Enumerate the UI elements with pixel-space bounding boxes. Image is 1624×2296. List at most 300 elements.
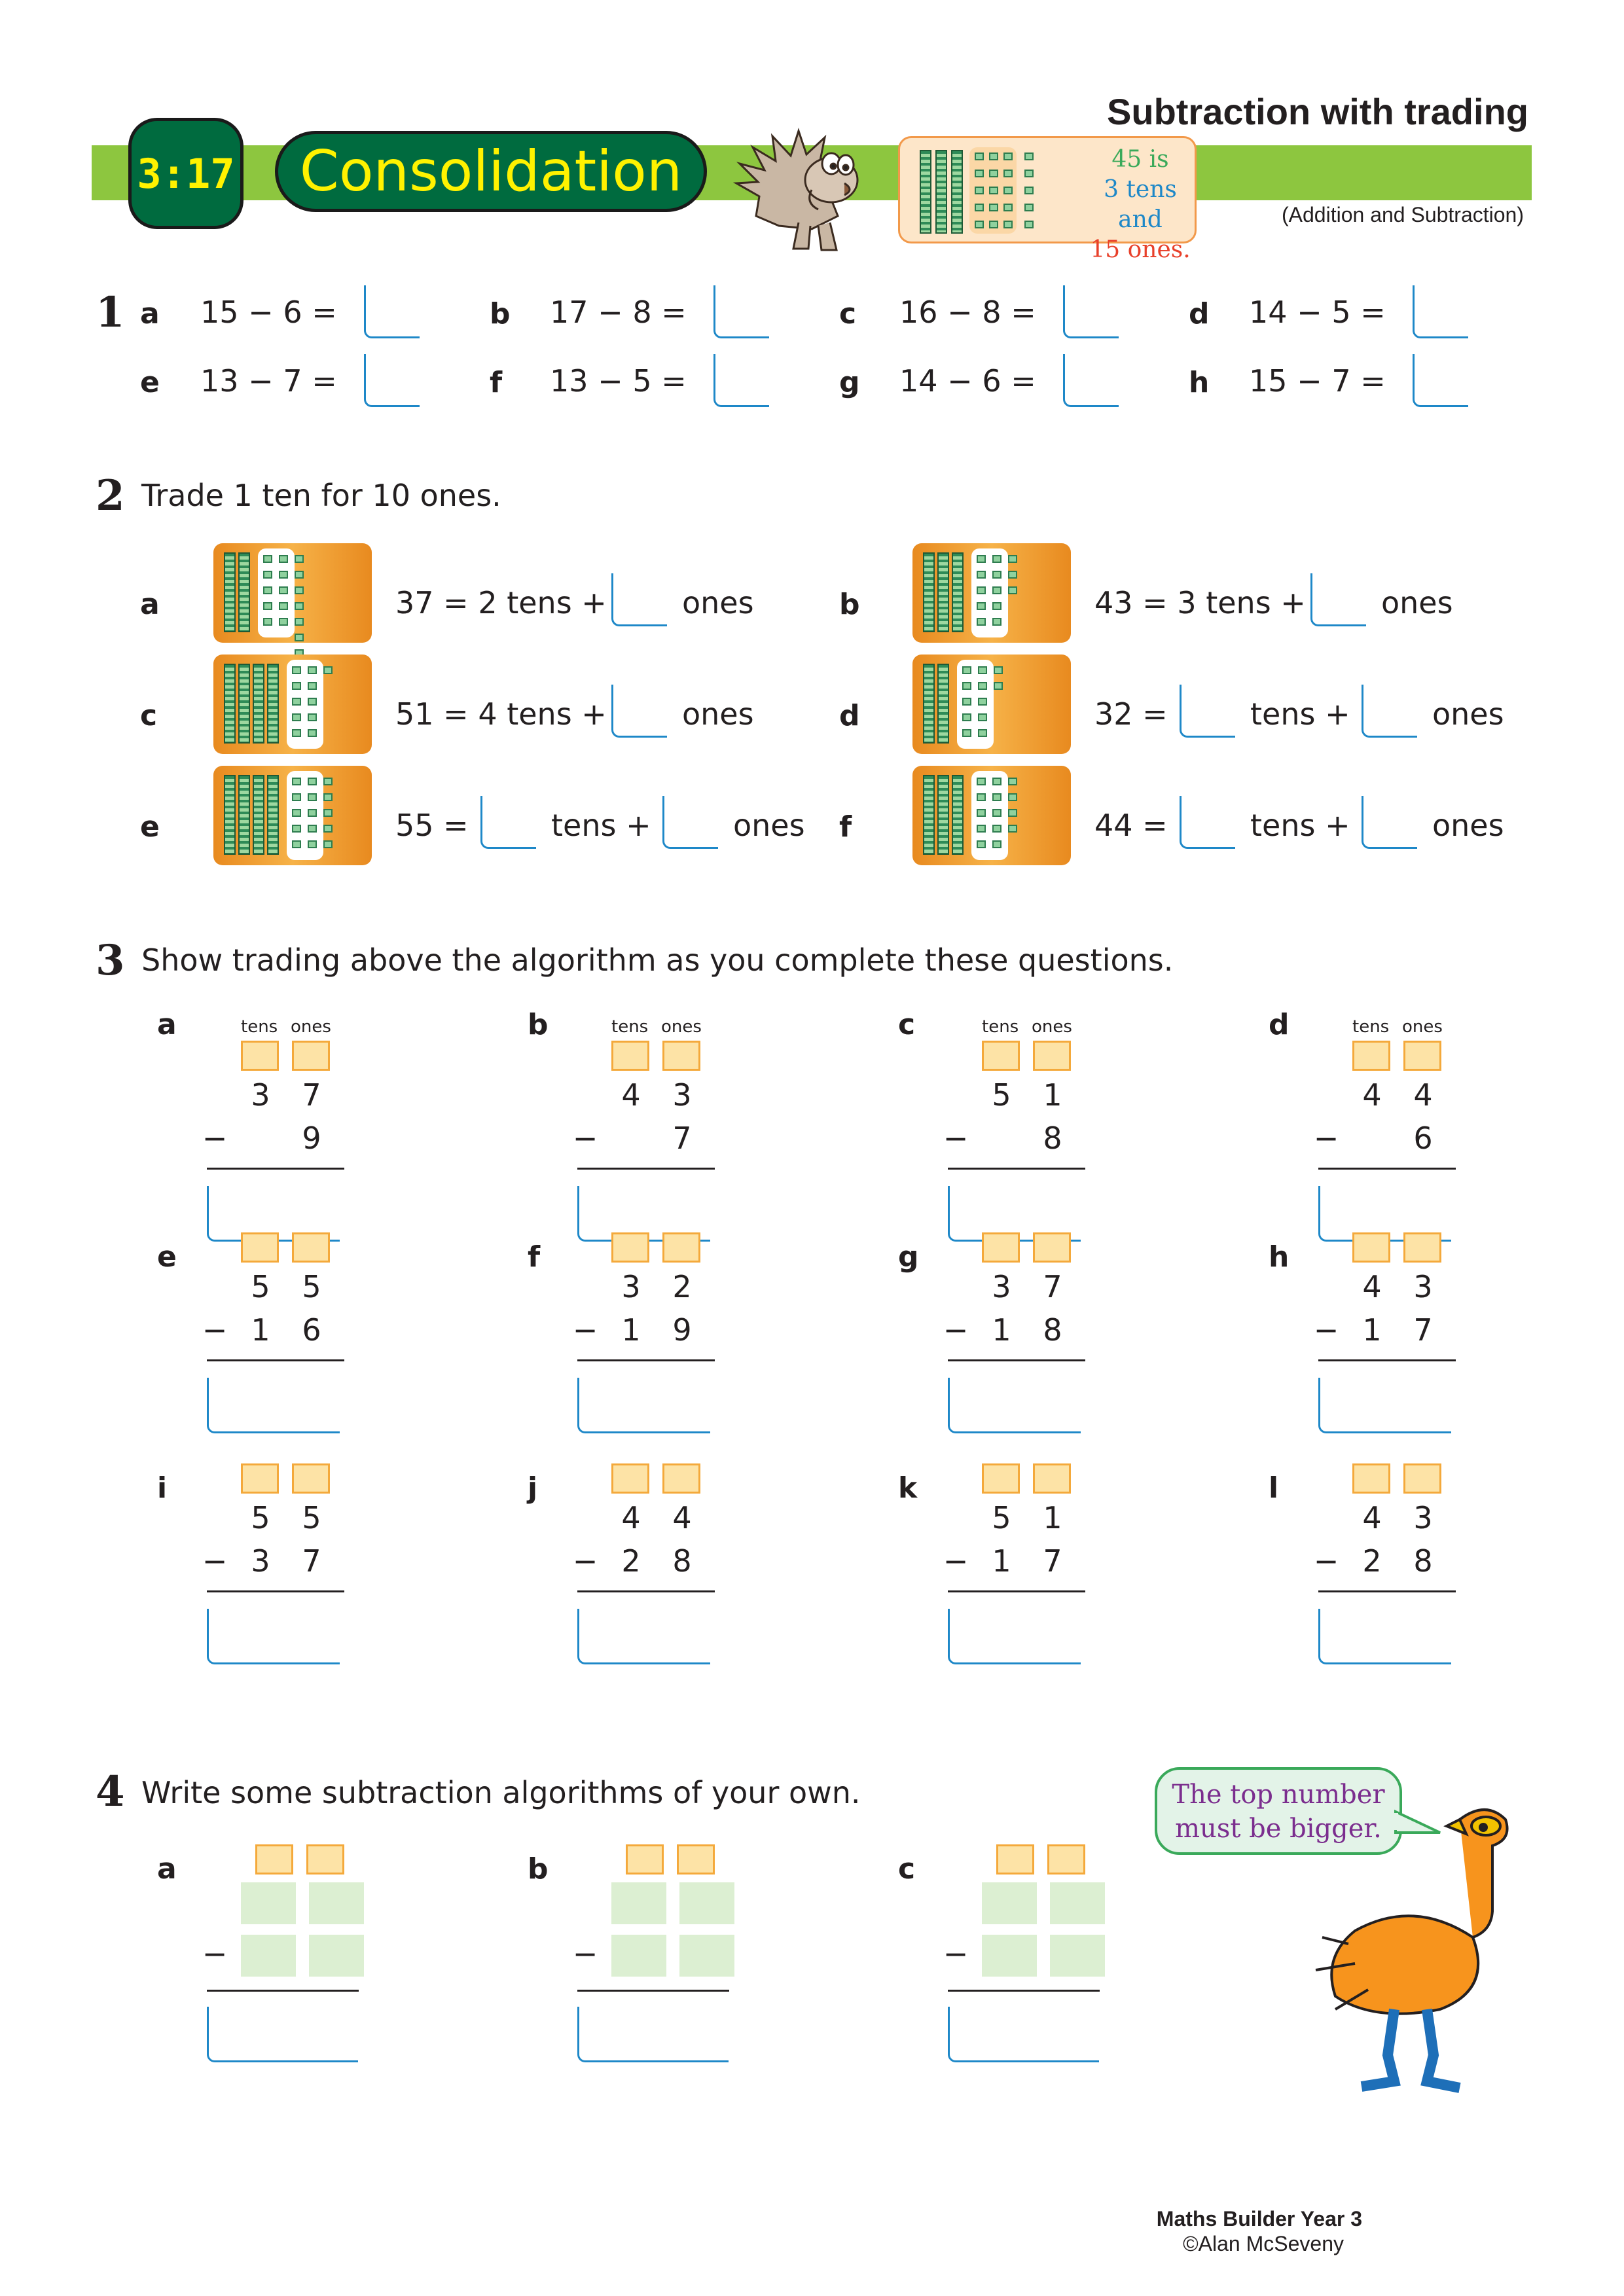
q4-answer-box[interactable]: [948, 2007, 1099, 2062]
one-cube: [992, 586, 1001, 594]
sub-tens-input[interactable]: [241, 1935, 296, 1977]
trading-box-tens[interactable]: [611, 1463, 649, 1494]
sub-ones-digit: 8: [1413, 1543, 1433, 1579]
one-cube: [1008, 825, 1017, 833]
answer-rule: [207, 1990, 359, 1992]
q1-item-label: d: [1189, 297, 1210, 331]
one-cube: [977, 618, 986, 626]
minus-sign: −: [202, 1543, 228, 1579]
one-cube: [978, 682, 987, 690]
trading-box-tens[interactable]: [611, 1041, 649, 1071]
trading-box-tens[interactable]: [1352, 1232, 1390, 1263]
trading-box-ones[interactable]: [1033, 1232, 1071, 1263]
one-cube: [978, 698, 987, 706]
trading-box-tens[interactable]: [241, 1463, 279, 1494]
q3-item-label: a: [157, 1008, 177, 1041]
one-cube: [308, 793, 317, 801]
trading-box-ones[interactable]: [292, 1232, 330, 1263]
trading-box-tens[interactable]: [611, 1232, 649, 1263]
q2-equation-middle: tens +: [1250, 808, 1350, 843]
q1-item-label: a: [140, 297, 160, 331]
trading-box-tens[interactable]: [241, 1041, 279, 1071]
top-ones-digit: 5: [302, 1269, 321, 1304]
mab-block-picture: [912, 766, 1071, 865]
top-tens-input[interactable]: [982, 1882, 1037, 1924]
top-ones-digit: 1: [1043, 1077, 1062, 1113]
footer-book-title: Maths Builder Year 3: [1156, 2207, 1362, 2231]
q2-item-label: d: [839, 699, 860, 732]
sub-ones-digit: 9: [672, 1312, 692, 1348]
q3-item-label: k: [898, 1471, 918, 1505]
top-ones-digit: 4: [672, 1500, 692, 1535]
ten-rod: [238, 552, 250, 632]
q2-equation-end: ones: [682, 696, 754, 732]
trading-box-tens[interactable]: [1352, 1041, 1390, 1071]
one-cube: [308, 825, 317, 833]
q1-answer-box[interactable]: [1413, 285, 1468, 338]
top-tens-digit: 4: [1362, 1077, 1382, 1113]
q4-answer-box[interactable]: [207, 2007, 358, 2062]
answer-rule: [1318, 1590, 1456, 1592]
sub-tens-digit: 2: [621, 1543, 641, 1579]
one-cube: [1008, 571, 1017, 579]
q2-item-label: c: [140, 699, 158, 732]
q3-item-label: c: [898, 1008, 916, 1041]
tens-column-header: tens: [241, 1017, 278, 1037]
one-cube: [323, 778, 333, 785]
question-2-instruction: Trade 1 ten for 10 ones.: [141, 478, 501, 513]
one-cube: [308, 778, 317, 785]
one-cube: [308, 729, 317, 737]
top-tens-digit: 5: [992, 1077, 1011, 1113]
q2-equation-start: 44 =: [1094, 808, 1168, 843]
minus-sign: −: [943, 1121, 969, 1156]
q3-item-label: e: [157, 1240, 177, 1274]
ten-rod: [952, 552, 964, 632]
sub-ones-input[interactable]: [1050, 1935, 1105, 1977]
sub-ones-input[interactable]: [679, 1935, 734, 1977]
top-ones-digit: 3: [1413, 1269, 1433, 1304]
sub-tens-input[interactable]: [611, 1935, 666, 1977]
trading-box-ones[interactable]: [1033, 1041, 1071, 1071]
ten-rod: [923, 775, 935, 855]
ten-rod: [224, 775, 236, 855]
one-cube: [992, 555, 1001, 563]
q2-answer-box[interactable]: [662, 796, 718, 849]
sub-tens-digit: 3: [251, 1543, 270, 1579]
top-tens-digit: 5: [251, 1500, 270, 1535]
top-ones-digit: 7: [1043, 1269, 1062, 1304]
trading-box-ones[interactable]: [1403, 1463, 1441, 1494]
q3-item-label: g: [898, 1240, 919, 1274]
question-1-number: 1: [96, 288, 125, 337]
bubble-line-2: must be bigger.: [1175, 1814, 1382, 1844]
one-cube: [323, 666, 333, 674]
q1-answer-box[interactable]: [713, 354, 769, 407]
q4-item-label: a: [157, 1852, 177, 1886]
mab-block-picture: [213, 766, 372, 865]
q2-answer-box[interactable]: [1362, 796, 1417, 849]
q3-answer-box[interactable]: [1318, 1609, 1451, 1664]
q1-answer-box[interactable]: [1413, 354, 1468, 407]
one-cube: [978, 666, 987, 674]
top-tens-digit: 4: [621, 1077, 641, 1113]
one-cube: [977, 555, 986, 563]
q1-expression: 13 − 7 =: [200, 363, 337, 399]
one-cube: [978, 729, 987, 737]
top-tens-digit: 3: [992, 1269, 1011, 1304]
top-tens-digit: 5: [992, 1500, 1011, 1535]
one-cube: [279, 571, 288, 579]
one-cube: [308, 666, 317, 674]
q1-answer-box[interactable]: [1063, 354, 1119, 407]
top-tens-digit: 3: [251, 1077, 270, 1113]
ones-column-header: ones: [661, 1017, 702, 1037]
ten-rod: [253, 775, 264, 855]
ten-rod: [267, 664, 279, 744]
top-ones-digit: 1: [1043, 1500, 1062, 1535]
top-tens-digit: 4: [621, 1500, 641, 1535]
answer-rule: [207, 1590, 344, 1592]
one-cube: [292, 666, 301, 674]
one-cube: [292, 698, 301, 706]
q1-expression: 14 − 5 =: [1249, 295, 1386, 330]
minus-sign: −: [1313, 1121, 1339, 1156]
q3-answer-box[interactable]: [948, 1378, 1081, 1433]
one-cube: [295, 602, 304, 610]
sub-ones-input[interactable]: [309, 1935, 364, 1977]
q3-item-label: d: [1269, 1008, 1290, 1041]
minus-sign: −: [1313, 1543, 1339, 1579]
one-cube: [295, 618, 304, 626]
ones-column-header: ones: [291, 1017, 331, 1037]
top-tens-digit: 5: [251, 1269, 270, 1304]
q2-equation-start: 51 = 4 tens +: [395, 696, 607, 732]
q2-item-label: b: [839, 588, 860, 621]
sub-tens-digit: 2: [1362, 1543, 1382, 1579]
sub-ones-digit: 7: [302, 1543, 321, 1579]
one-cube: [263, 586, 272, 594]
mab-block-picture: [912, 655, 1071, 754]
tens-column-header: tens: [982, 1017, 1019, 1037]
one-cube: [1008, 793, 1017, 801]
trading-box-tens[interactable]: [626, 1844, 664, 1874]
trading-box-ones[interactable]: [1047, 1844, 1085, 1874]
answer-rule: [1318, 1168, 1456, 1170]
answer-rule: [1318, 1359, 1456, 1361]
minus-sign: −: [943, 1936, 969, 1971]
ten-rod: [923, 664, 935, 744]
one-cube: [292, 778, 301, 785]
sub-ones-digit: 9: [302, 1121, 321, 1156]
sub-ones-digit: 8: [672, 1543, 692, 1579]
one-cube: [992, 809, 1001, 817]
q1-answer-box[interactable]: [713, 285, 769, 338]
ones-column-header: ones: [1032, 1017, 1072, 1037]
top-ones-digit: 3: [1413, 1500, 1433, 1535]
sub-tens-digit: 1: [1362, 1312, 1382, 1348]
sub-tens-digit: 1: [992, 1312, 1011, 1348]
one-cube: [323, 793, 333, 801]
q2-equation-end: ones: [1432, 808, 1504, 843]
sub-tens-digit: 1: [992, 1543, 1011, 1579]
one-cube: [992, 778, 1001, 785]
top-tens-input[interactable]: [611, 1882, 666, 1924]
q2-equation-end: ones: [1381, 585, 1453, 620]
q2-answer-box[interactable]: [1362, 685, 1417, 738]
question-3-instruction: Show trading above the algorithm as you complete these questions.: [141, 942, 1174, 978]
one-cube: [1008, 809, 1017, 817]
answer-rule: [948, 1359, 1085, 1361]
sub-ones-digit: 7: [1043, 1543, 1062, 1579]
ten-rod: [224, 664, 236, 744]
one-cube: [962, 729, 971, 737]
top-tens-digit: 4: [1362, 1269, 1382, 1304]
hedgehog-mascot-icon: [733, 118, 897, 255]
one-cube: [1008, 586, 1017, 594]
trading-box-tens[interactable]: [996, 1844, 1034, 1874]
minus-sign: −: [202, 1936, 228, 1971]
q2-answer-box[interactable]: [1180, 796, 1235, 849]
one-cube: [292, 729, 301, 737]
minus-sign: −: [943, 1312, 969, 1348]
tens-column-header: tens: [611, 1017, 649, 1037]
q1-expression: 17 − 8 =: [550, 295, 687, 330]
one-cube: [992, 840, 1001, 848]
trading-box-ones[interactable]: [292, 1463, 330, 1494]
answer-rule: [577, 1359, 715, 1361]
one-cube: [994, 682, 1003, 690]
mab-block-picture: [213, 655, 372, 754]
question-3-number: 3: [96, 936, 125, 985]
question-4-number: 4: [96, 1767, 125, 1816]
q2-equation-start: 37 = 2 tens +: [395, 585, 607, 620]
note-line-2: 3 tens and: [1104, 176, 1177, 233]
ten-rod: [238, 775, 250, 855]
ones-column-header: ones: [1402, 1017, 1443, 1037]
one-cube: [279, 555, 288, 563]
sub-tens-digit: 1: [621, 1312, 641, 1348]
one-cube: [292, 840, 301, 848]
one-cube: [323, 825, 333, 833]
q1-answer-box[interactable]: [364, 354, 420, 407]
top-ones-input[interactable]: [1050, 1882, 1105, 1924]
sub-tens-input[interactable]: [982, 1935, 1037, 1977]
ten-rod: [923, 552, 935, 632]
q2-equation-middle: tens +: [551, 808, 651, 843]
sub-ones-digit: 6: [1413, 1121, 1433, 1156]
one-cube: [295, 571, 304, 579]
q2-equation-middle: tens +: [1250, 696, 1350, 732]
one-cube: [992, 793, 1001, 801]
q3-answer-box[interactable]: [577, 1378, 710, 1433]
ten-rod: [238, 664, 250, 744]
trading-box-ones[interactable]: [1033, 1463, 1071, 1494]
q4-item-label: c: [898, 1852, 916, 1886]
ten-rod: [937, 775, 949, 855]
topic-heading: Subtraction with trading: [1107, 91, 1528, 132]
trading-box-tens[interactable]: [1352, 1463, 1390, 1494]
top-ones-digit: 7: [302, 1077, 321, 1113]
q3-answer-box[interactable]: [948, 1609, 1081, 1664]
one-cube: [323, 840, 333, 848]
ten-rod: [267, 775, 279, 855]
top-ones-input[interactable]: [309, 1882, 364, 1924]
one-cube: [977, 825, 986, 833]
one-cube: [295, 555, 304, 563]
q2-item-label: e: [140, 810, 160, 844]
sub-ones-digit: 7: [672, 1121, 692, 1156]
one-cube: [977, 793, 986, 801]
q3-answer-box[interactable]: [207, 1609, 340, 1664]
sub-ones-digit: 8: [1043, 1312, 1062, 1348]
q2-answer-box[interactable]: [1310, 573, 1366, 626]
unit-number: 3:17: [128, 118, 244, 229]
minus-sign: −: [943, 1543, 969, 1579]
one-cube: [292, 713, 301, 721]
minus-sign: −: [572, 1543, 598, 1579]
q2-equation-end: ones: [1432, 696, 1504, 732]
q1-answer-box[interactable]: [364, 285, 420, 338]
minus-sign: −: [572, 1936, 598, 1971]
footer-copyright: ©Alan McSeveny: [1183, 2232, 1344, 2255]
minus-sign: −: [572, 1121, 598, 1156]
top-ones-digit: 5: [302, 1500, 321, 1535]
question-2-number: 2: [96, 471, 125, 520]
one-cube: [992, 602, 1001, 610]
q2-answer-box[interactable]: [480, 796, 536, 849]
q1-expression: 15 − 6 =: [200, 295, 337, 330]
top-tens-digit: 4: [1362, 1500, 1382, 1535]
q3-answer-box[interactable]: [577, 1609, 710, 1664]
trading-box-ones[interactable]: [1403, 1232, 1441, 1263]
one-cube: [279, 602, 288, 610]
q2-equation-end: ones: [682, 585, 754, 620]
q1-expression: 16 − 8 =: [899, 295, 1036, 330]
trading-box-tens[interactable]: [982, 1463, 1020, 1494]
one-cube: [295, 586, 304, 594]
q1-item-label: e: [140, 366, 160, 399]
trading-box-ones[interactable]: [677, 1844, 715, 1874]
one-cube: [992, 618, 1001, 626]
sub-ones-digit: 6: [302, 1312, 321, 1348]
ten-rod: [224, 552, 236, 632]
q3-item-label: j: [528, 1471, 538, 1505]
q3-answer-box[interactable]: [207, 1378, 340, 1433]
one-cube: [962, 666, 971, 674]
page-title: Consolidation: [275, 131, 707, 212]
q1-expression: 15 − 7 =: [1249, 363, 1386, 399]
one-cube: [962, 682, 971, 690]
q1-item-label: h: [1189, 366, 1210, 399]
one-cube: [279, 618, 288, 626]
answer-rule: [948, 1590, 1085, 1592]
trading-box-ones[interactable]: [662, 1041, 700, 1071]
ten-rod: [937, 664, 949, 744]
one-cube: [292, 809, 301, 817]
top-ones-digit: 3: [672, 1077, 692, 1113]
one-cube: [263, 571, 272, 579]
q4-answer-box[interactable]: [577, 2007, 729, 2062]
q3-item-label: h: [1269, 1240, 1290, 1274]
mab-block-picture: [213, 543, 372, 643]
q3-answer-box[interactable]: [1318, 1378, 1451, 1433]
trading-box-ones[interactable]: [1403, 1041, 1441, 1071]
trading-box-ones[interactable]: [662, 1463, 700, 1494]
top-ones-digit: 2: [672, 1269, 692, 1304]
trading-box-tens[interactable]: [241, 1232, 279, 1263]
top-ones-digit: 4: [1413, 1077, 1433, 1113]
trading-box-tens[interactable]: [982, 1041, 1020, 1071]
one-cube: [308, 713, 317, 721]
q3-item-label: f: [528, 1240, 541, 1274]
one-cube: [977, 571, 986, 579]
sub-ones-digit: 8: [1043, 1121, 1062, 1156]
top-ones-input[interactable]: [679, 1882, 734, 1924]
trading-box-tens[interactable]: [982, 1232, 1020, 1263]
one-cube: [977, 778, 986, 785]
one-cube: [992, 825, 1001, 833]
one-cube: [308, 840, 317, 848]
minus-sign: −: [572, 1312, 598, 1348]
one-cube: [292, 793, 301, 801]
q1-expression: 13 − 5 =: [550, 363, 687, 399]
ten-rod: [937, 552, 949, 632]
one-cube: [292, 682, 301, 690]
trading-box-ones[interactable]: [306, 1844, 344, 1874]
one-cube: [263, 602, 272, 610]
q2-answer-box[interactable]: [1180, 685, 1235, 738]
q1-item-label: f: [490, 366, 503, 399]
q2-answer-box[interactable]: [611, 685, 667, 738]
one-cube: [977, 809, 986, 817]
one-cube: [977, 602, 986, 610]
q3-item-label: l: [1269, 1471, 1279, 1505]
one-cube: [308, 682, 317, 690]
one-cube: [308, 809, 317, 817]
q2-item-label: f: [839, 810, 852, 844]
q1-answer-box[interactable]: [1063, 285, 1119, 338]
ten-rod: [253, 664, 264, 744]
answer-rule: [207, 1359, 344, 1361]
subtopic: (Addition and Subtraction): [1282, 203, 1524, 226]
top-tens-digit: 3: [621, 1269, 641, 1304]
trading-box-ones[interactable]: [292, 1041, 330, 1071]
mab-blocks-illustration: [916, 146, 1073, 236]
trading-box-tens[interactable]: [255, 1844, 293, 1874]
sub-ones-digit: 7: [1413, 1312, 1433, 1348]
q4-item-label: b: [528, 1852, 549, 1886]
q1-item-label: b: [490, 297, 511, 331]
q2-answer-box[interactable]: [611, 573, 667, 626]
mab-block-picture: [912, 543, 1071, 643]
q1-expression: 14 − 6 =: [899, 363, 1036, 399]
note-line-1: 45 is: [1111, 146, 1169, 173]
one-cube: [994, 666, 1003, 674]
answer-rule: [577, 1990, 729, 1992]
one-cube: [1008, 778, 1017, 785]
q2-equation-end: ones: [733, 808, 805, 843]
sub-tens-digit: 1: [251, 1312, 270, 1348]
q3-item-label: i: [157, 1471, 168, 1505]
minus-sign: −: [202, 1312, 228, 1348]
emu-mascot-icon: [1296, 1793, 1558, 2101]
one-cube: [263, 555, 272, 563]
trading-box-ones[interactable]: [662, 1232, 700, 1263]
one-cube: [295, 634, 304, 641]
top-tens-input[interactable]: [241, 1882, 296, 1924]
question-4-instruction: Write some subtraction algorithms of your own.: [141, 1775, 861, 1810]
